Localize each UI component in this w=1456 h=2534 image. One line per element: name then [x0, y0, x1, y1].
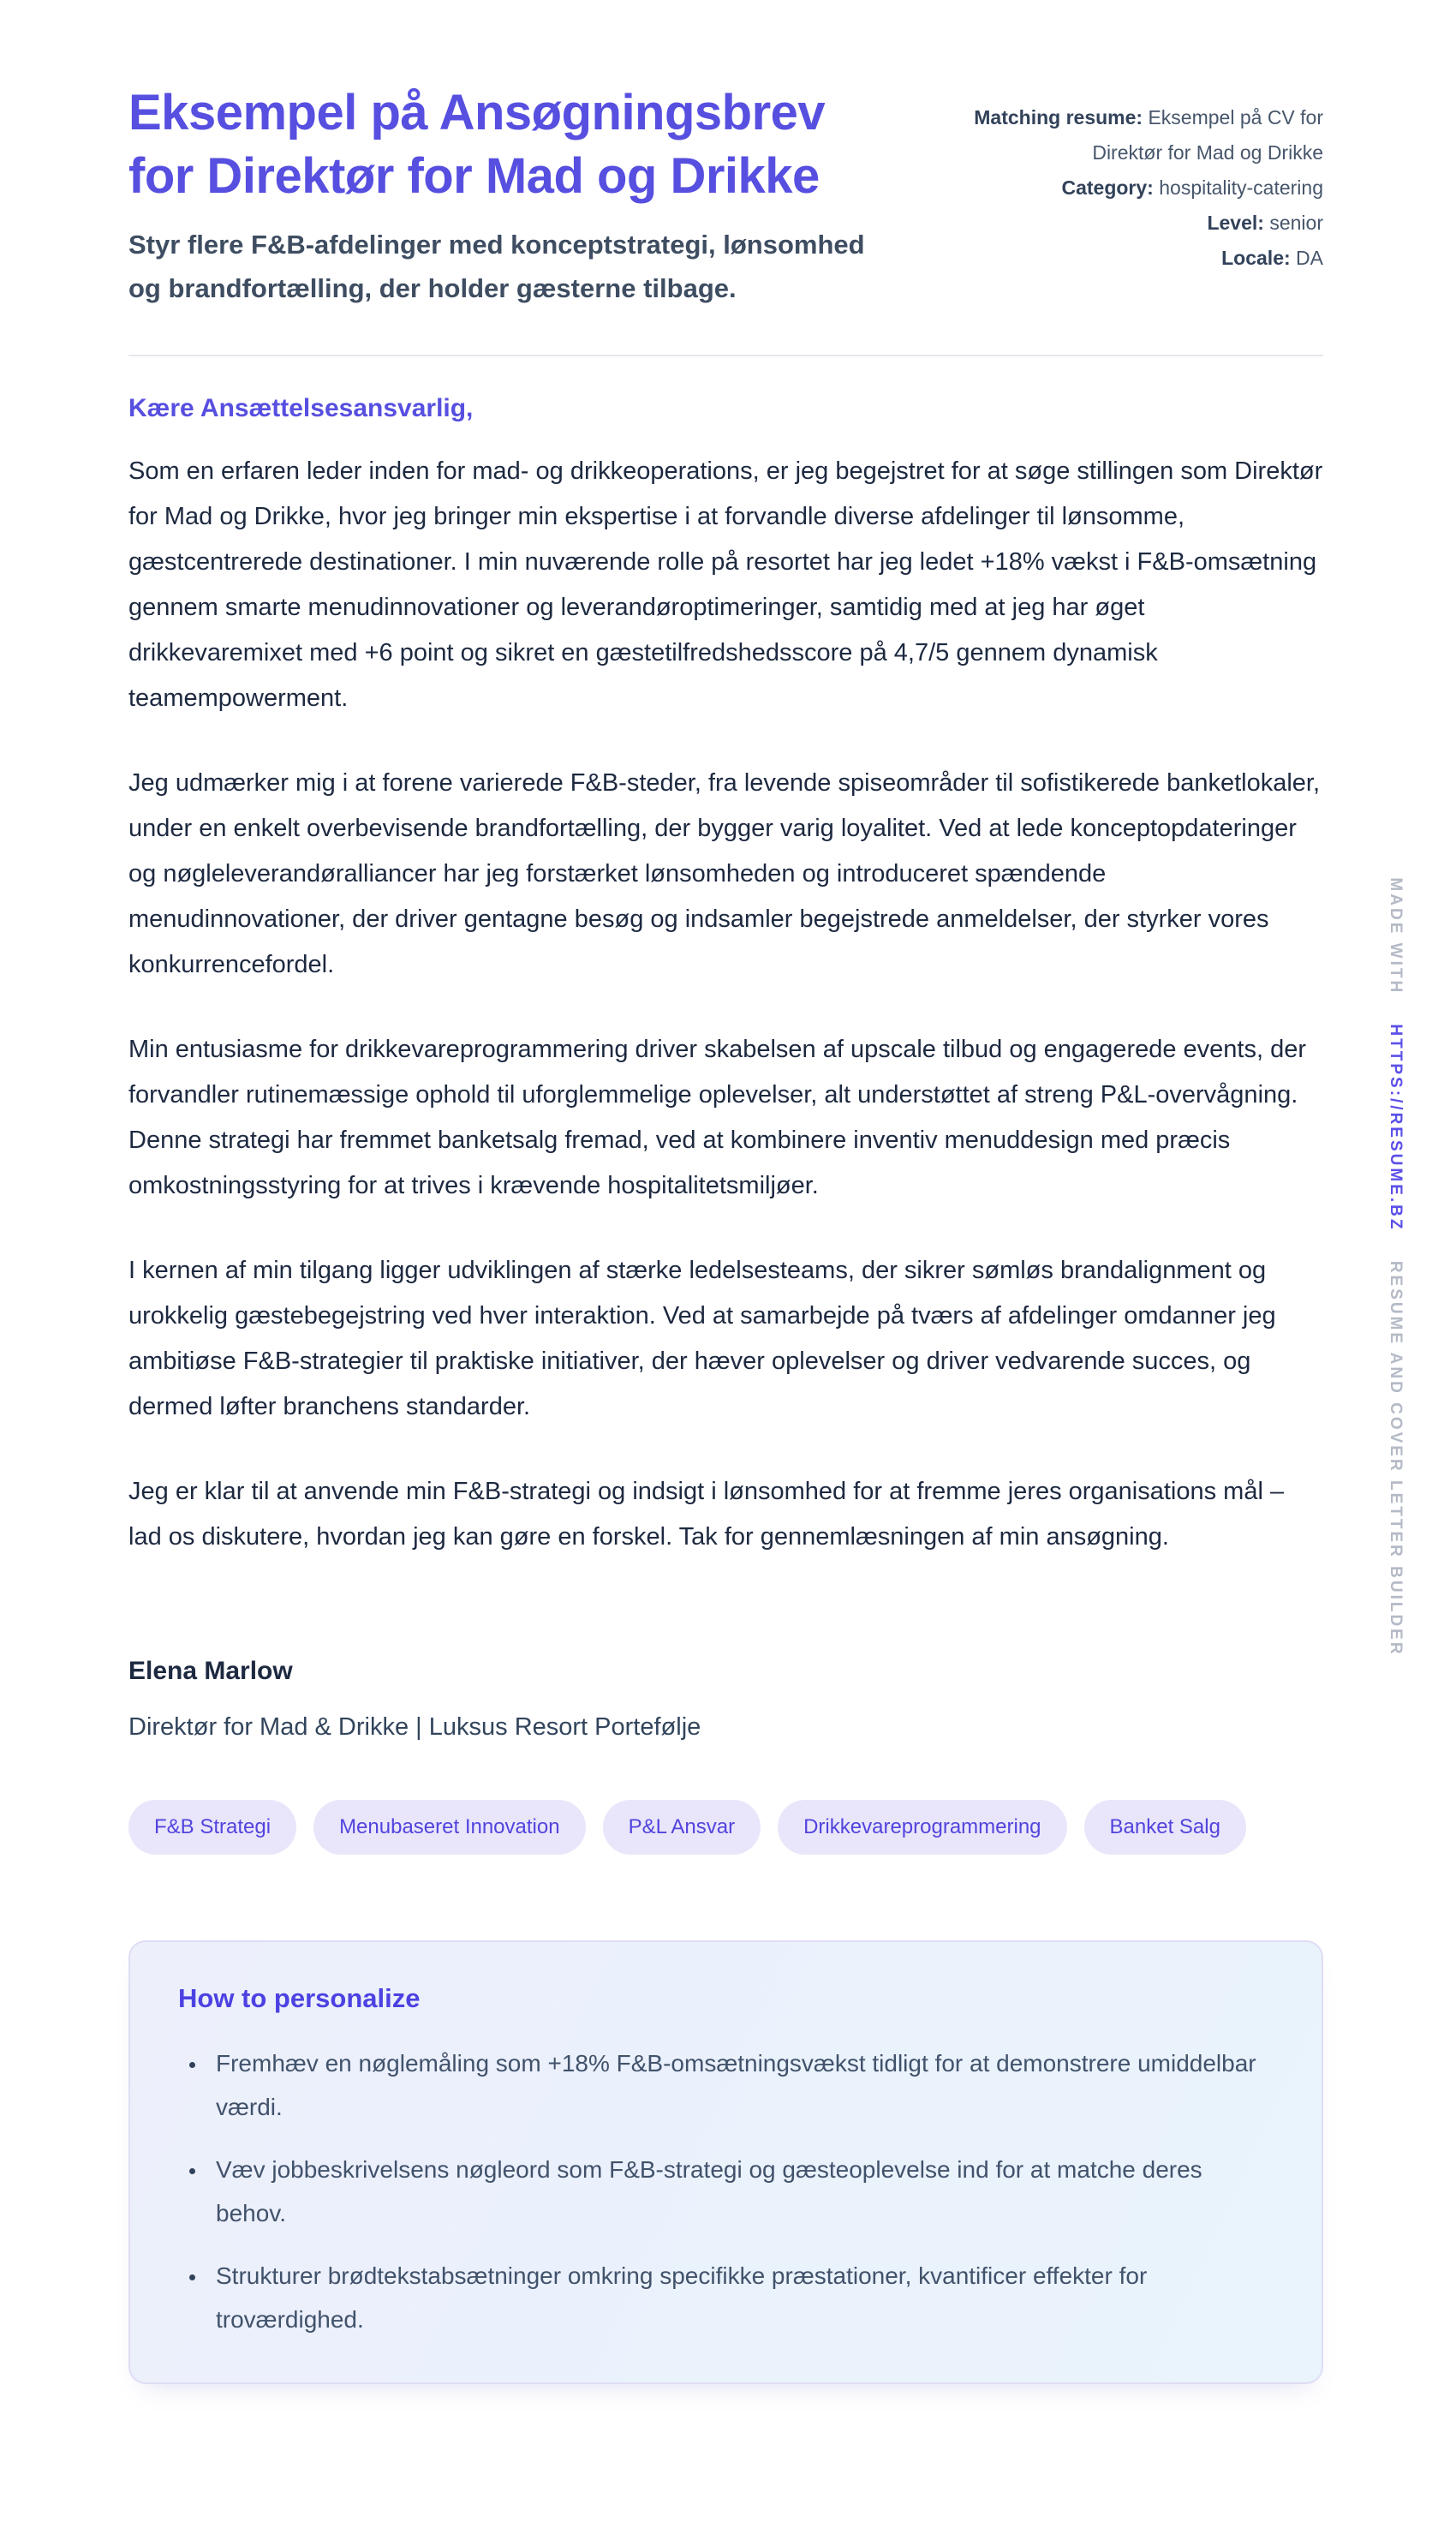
- tip-list: [178, 2041, 1274, 2341]
- letter-paragraph: Min entusiasme for drikkevareprogrammering driver skabelsen af upscale tilbud og engagerede events, der forvandler rutinemæssige ophold til uforglemmelige oplevelser, alt understøttet af streng P&L-overvågning. Denne strategi har fremmet banketsalg fremad, ved at kombinere inventiv menuddesign med præcis omkostningsstyring for at trives i krævende hospitalitetsmiljøer.: [128, 1035, 1307, 1199]
- skill-tag: Drikkevareprogrammering: [778, 1800, 1066, 1855]
- meta-value: Eksempel på CV for Direktør for Mad og Drikke: [1092, 106, 1323, 164]
- meta-level: [929, 206, 1323, 241]
- meta-label: Matching resume:: [974, 106, 1143, 128]
- made-with-watermark: [1386, 877, 1405, 1656]
- tip-item: • Væv jobbeskrivelsens nøgleord som F&B-strategi og gæsteoplevelse ind for at matche deres behov.: [207, 2148, 1269, 2235]
- skill-tag: P&L Ansvar: [603, 1800, 761, 1855]
- skill-tag: Menubaseret Innovation: [313, 1800, 586, 1855]
- page-title: Eksempel på Ansøgningsbrev for Direktør for Mad og Drikke: [128, 85, 826, 205]
- letter-body: [128, 391, 1323, 1745]
- watermark-suffix: RESUME AND COVER LETTER BUILDER: [1387, 1260, 1405, 1657]
- letter-paragraph: I kernen af min tilgang ligger udviklingen af stærke ledelsesteams, der sikrer sømløs brandalignment og urokkelig gæstebegejstring ved hver interaktion. Ved at samarbejde på tværs af afdelinger omdanner jeg ambitiøse F&B-strategier til praktiske initiativer, der hæver oplevelser og driver vedvarende succes, og dermed løfter branchens standarder.: [128, 1256, 1276, 1420]
- meta-value: DA: [1296, 246, 1323, 269]
- skill-tag: Banket Salg: [1084, 1800, 1246, 1855]
- tip-item: • Fremhæv en nøglemåling som +18% F&B-omsætningsvækst tidligt for at demonstrere umiddelbar værdi.: [207, 2041, 1269, 2129]
- page-header: [128, 81, 1323, 310]
- letter-greeting: Kære Ansættelsesansvarlig,: [128, 393, 474, 422]
- meta-label: Locale:: [1221, 246, 1291, 269]
- tip-item: • Strukturer brødtekstabsætninger omkring specifikke præstationer, kvantificer effekter for troværdighed.: [207, 2254, 1269, 2341]
- header-divider: [128, 355, 1323, 356]
- meta-value: hospitality-catering: [1159, 176, 1323, 199]
- skill-tag-list: [128, 1800, 1323, 1855]
- meta-panel: [929, 81, 1323, 276]
- meta-label: Level:: [1207, 211, 1264, 234]
- signature-role: Direktør for Mad & Drikke | Luksus Resort Portefølje: [128, 1712, 701, 1741]
- tipbox-heading: How to personalize: [178, 1982, 421, 2013]
- meta-matching-resume: [929, 100, 1323, 170]
- meta-locale: [929, 241, 1323, 276]
- watermark-prefix: MADE WITH: [1387, 877, 1405, 995]
- meta-value: senior: [1269, 211, 1323, 234]
- page-subtitle: Styr flere F&B-afdelinger med konceptstrategi, lønsomhed og brandfortælling, der holder gæsterne tilbage.: [128, 230, 865, 303]
- skill-tag: F&B Strategi: [128, 1800, 296, 1855]
- meta-label: Category:: [1061, 176, 1154, 199]
- signature-name: Elena Marlow: [128, 1656, 293, 1685]
- letter-paragraph: Jeg er klar til at anvende min F&B-strategi og indsigt i lønsomhed for at fremme jeres organisations mål – lad os diskutere, hvordan jeg kan gøre en forskel. Tak for gennemlæsningen af min ansøgning.: [128, 1477, 1285, 1551]
- title-block: [128, 81, 895, 310]
- how-to-personalize-box: [128, 1940, 1323, 2384]
- resume-bz-link[interactable]: HTTPS://RESUME.BZ: [1387, 1024, 1405, 1232]
- letter-paragraph: Som en erfaren leder inden for mad- og drikkeoperations, er jeg begejstret for at søge stillingen som Direktør for Mad og Drikke, hvor jeg bringer min ekspertise i at forvandle diverse afdelinger til lønsomme, gæstcentrerede destinationer. I min nuværende rolle på resortet har jeg ledet +18% vækst i F&B-omsætning gennem smarte menudinnovationer og leverandøroptimeringer, samtidig med at jeg har øget drikkevaremixet med +6 point og sikret en gæstetilfredshedsscore på 4,7/5 gennem dynamisk teamempowerment.: [128, 457, 1323, 712]
- letter-paragraph: Jeg udmærker mig i at forene varierede F&B-steder, fra levende spiseområder til sofistikerede banketlokaler, under en enkelt overbevisende brandfortælling, der bygger varig loyalitet. Ved at lede konceptopdateringer og nøgleleverandøralliancer har jeg forstærket lønsomheden og introduceret spændende menudinnovationer, der driver gentagne besøg og indsamler begejstrede anmeldelser, der styrker vores konkurrencefordel.: [128, 768, 1321, 978]
- meta-category: [929, 170, 1323, 206]
